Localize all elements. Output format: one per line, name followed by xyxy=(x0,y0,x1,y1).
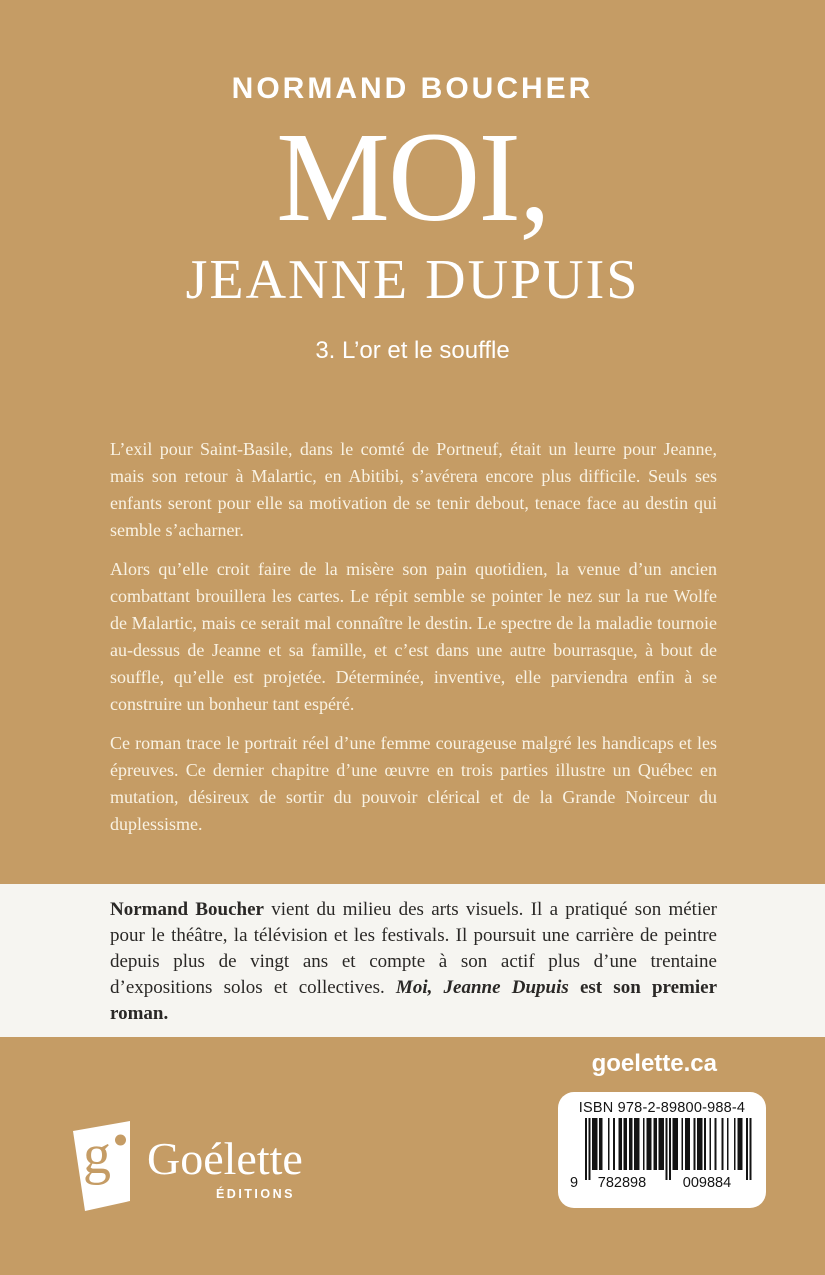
publisher-name: Goélette xyxy=(147,1133,303,1184)
synopsis-paragraph-1: L’exil pour Saint-Basile, dans le comté de Portneuf, était un leurre pour Jeanne, mais son retour à Malartic, en Abitibi, s’avérera encore plus difficile. Seuls ses enfants seront pour elle sa motivation de se tenir debout, tenace face au destin qui semble s’acharner. xyxy=(110,439,717,540)
barcode-digit-first: 9 xyxy=(570,1175,579,1191)
logo-dot xyxy=(115,1135,126,1146)
bio-middle-text: vient du milieu des arts visuels. Il a pratiqué son métier pour le théâtre, la télévision et les festivals. Il poursuit une carrière de peintre depuis plus de vingt ans et compte à son actif plus d’une trentaine d’expositions solos et collectives. xyxy=(110,899,717,998)
logo-monogram: g xyxy=(83,1124,111,1186)
book-title-line1: MOI, xyxy=(276,106,549,248)
publisher-tagline: ÉDITIONS xyxy=(215,1187,295,1201)
bio-author-name: Normand Boucher xyxy=(110,899,264,920)
synopsis-paragraph-2: Alors qu’elle croit faire de la misère son pain quotidien, la venue d’un ancien combattant brouillera les cartes. Le répit semble se pointer le nez sur la rue Wolfe de Malartic, mais ce serait mal connaître le destin. Le spectre de la maladie tournoie au-dessus de Jeanne et sa famille, et c’est dans une autre bourrasque, à bout de souffle, qu’elle est projetée. Déterminée, inventive, elle parviendra enfin à se construire un bonheur tant espéré. xyxy=(110,559,717,714)
publisher-logo xyxy=(71,1119,311,1229)
barcode-digits-right: 009884 xyxy=(682,1175,732,1191)
bio-end-text: est son premier roman. xyxy=(110,977,718,1024)
isbn-box xyxy=(558,1092,766,1208)
ean-barcode xyxy=(571,1118,753,1192)
bio-book-title: Moi, Jeanne Dupuis xyxy=(395,977,569,998)
bio-text xyxy=(0,884,825,1027)
book-subtitle: 3. L’or et le souffle xyxy=(315,337,510,364)
isbn-label: ISBN 978-2-89800-988-4 xyxy=(578,1100,746,1116)
barcode-digits-left: 782898 xyxy=(597,1175,647,1191)
book-title-line2: JEANNE DUPUIS xyxy=(185,249,640,311)
author-name: NORMAND BOUCHER xyxy=(231,72,594,105)
bio-band xyxy=(0,884,825,1037)
synopsis-paragraph-3: Ce roman trace le portrait réel d’une femme courageuse malgré les handicaps et les épreuves. Ce dernier chapitre d’une œuvre en trois parties illustre un Québec en mutation, désireux de sortir du pouvoir clérical et de la Grande Noirceur du duplessisme. xyxy=(110,733,717,834)
synopsis-section xyxy=(110,436,717,850)
publisher-website: goelette.ca xyxy=(591,1050,717,1077)
logo-sail-icon xyxy=(71,1119,135,1215)
